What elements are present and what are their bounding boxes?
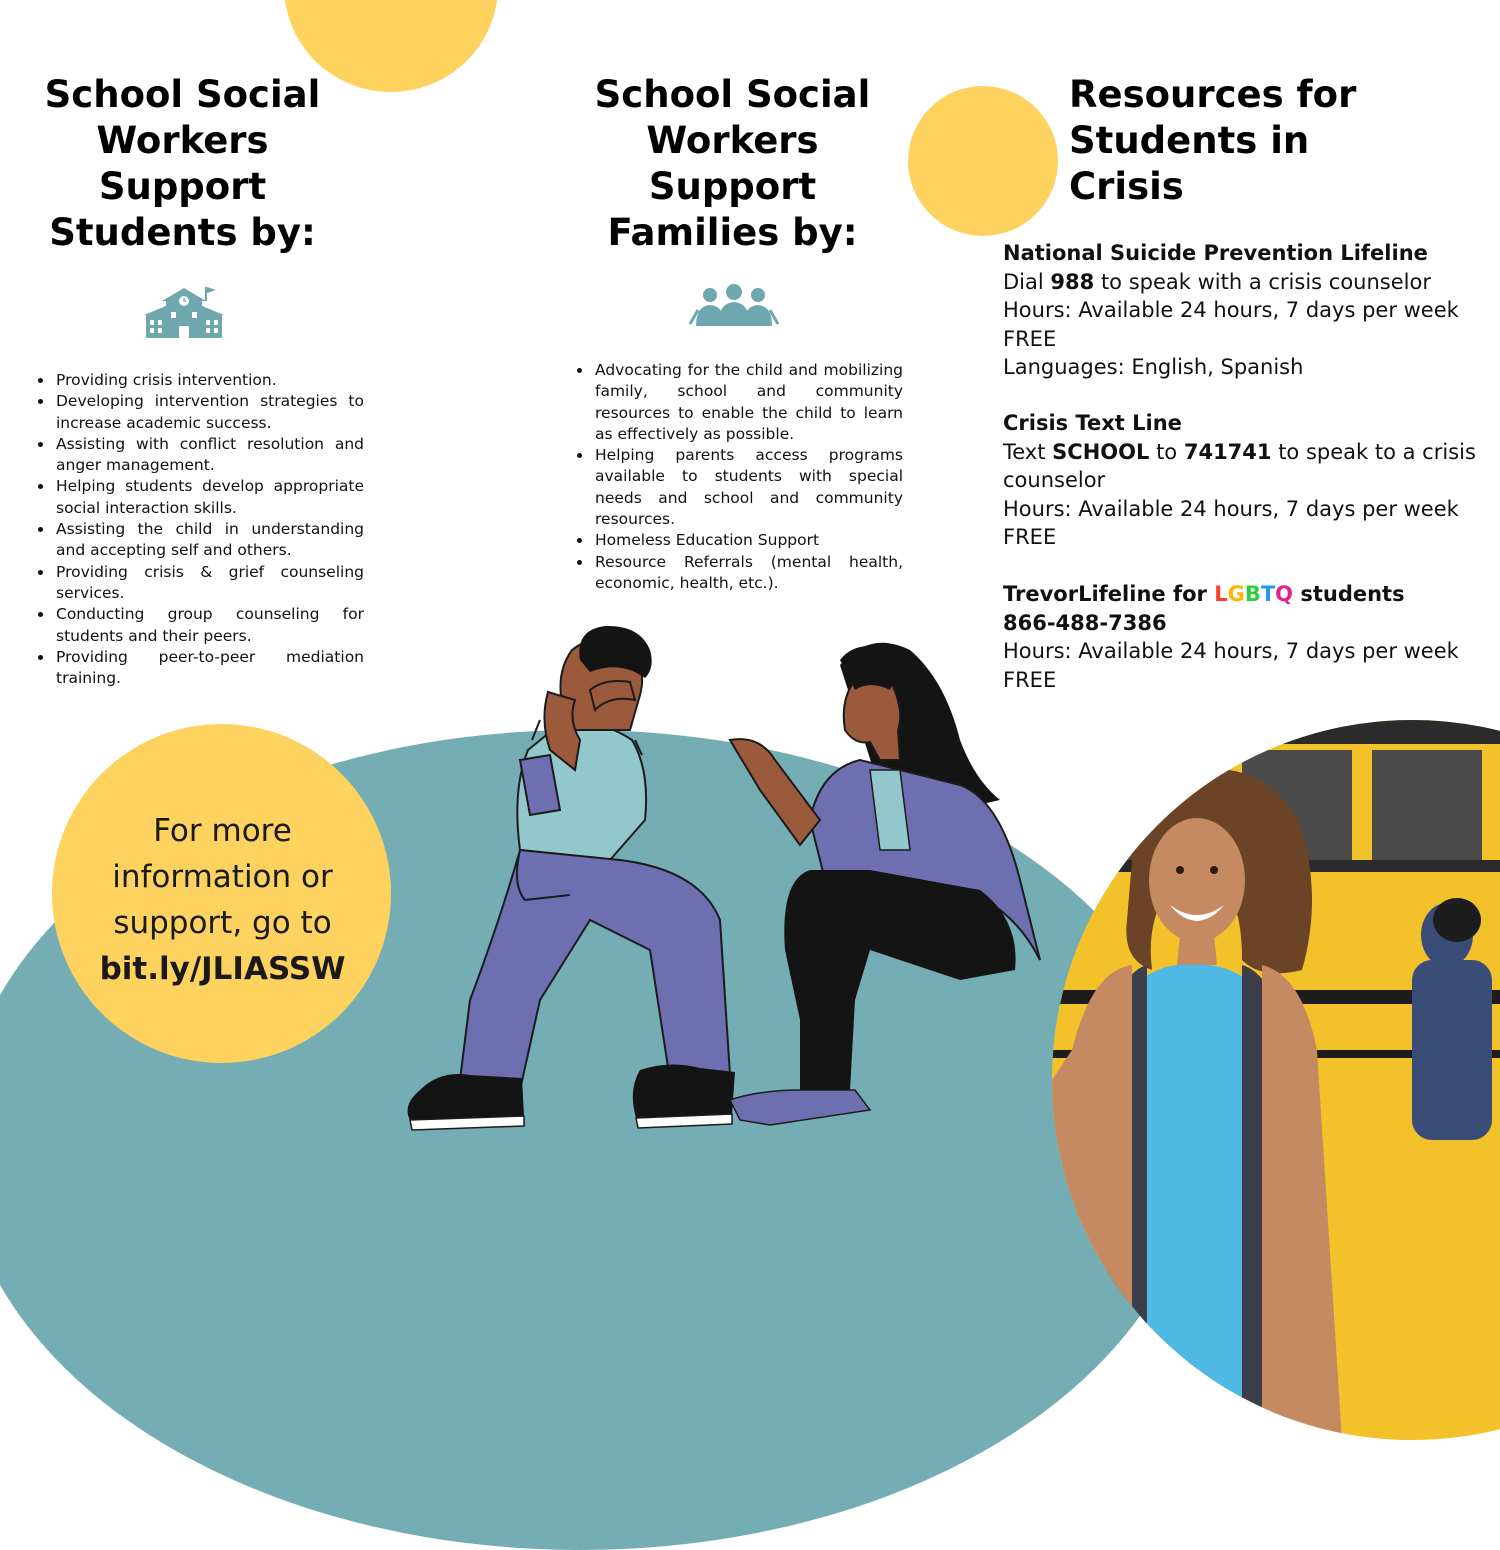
list-item: • Providing crisis & grief counseling services. (54, 562, 364, 605)
list-item: • Providing crisis intervention. (54, 370, 364, 391)
lgbtq-rainbow-text: LGBTQ (1214, 582, 1294, 606)
info-link[interactable]: bit.ly/JLIASSW (99, 951, 346, 987)
list-item: • Conducting group counseling for students and their peers. (54, 604, 364, 647)
students-support-list (32, 370, 364, 689)
info-text: For more information or support, go to bit.ly/JLIASSW (80, 808, 365, 992)
trevor-section (1003, 580, 1478, 694)
list-item: • Assisting the child in understanding and accepting self and others. (54, 519, 364, 562)
students-comforting-illustration (400, 620, 1050, 1140)
list-item: • Helping students develop appropriate social interaction skills. (54, 476, 364, 519)
family-group-icon (688, 284, 780, 326)
lifeline-title: National Suicide Prevention Lifeline (1003, 241, 1428, 265)
textline-hours: Hours: Available 24 hours, 7 days per week (1003, 496, 1459, 521)
list-item: • Assisting with conflict resolution and anger management. (54, 434, 364, 477)
textline-instructions: Text SCHOOL to 741741 to speak to a crisis counselor (1003, 439, 1476, 492)
lifeline-section (1003, 239, 1478, 382)
textline-number: 741741 (1183, 439, 1272, 464)
lifeline-number: 988 (1050, 269, 1095, 294)
students-heading: School Social Workers Support Students by: (44, 73, 321, 254)
families-heading: School Social Workers Support Families by: (594, 73, 871, 254)
lifeline-hours: Hours: Available 24 hours, 7 days per week (1003, 298, 1459, 322)
families-support-list (571, 360, 903, 594)
lifeline-dial: Dial 988 to speak with a crisis counselor (1003, 269, 1431, 294)
list-item: • Advocating for the child and mobilizing family, school and community resources to enable the child to learn as effectively as possible. (593, 360, 903, 445)
trevor-title: TrevorLifeline for LGBTQ students (1003, 582, 1405, 606)
list-item: • Developing intervention strategies to increase academic success. (54, 391, 364, 434)
decorative-circle-right (908, 86, 1058, 236)
lifeline-languages: Languages: English, Spanish (1003, 355, 1304, 379)
list-item: • Resource Referrals (mental health, economic, health, etc.). (593, 552, 903, 595)
school-building-icon (144, 284, 224, 338)
list-item: • Helping parents access programs available to students with special needs and school and community resources. (593, 445, 903, 530)
textline-title: Crisis Text Line (1003, 411, 1182, 435)
trevor-hours: Hours: Available 24 hours, 7 days per week (1003, 639, 1459, 663)
trevor-cost: FREE (1003, 667, 1057, 692)
lifeline-cost: FREE (1003, 326, 1057, 351)
textline-section (1003, 409, 1478, 552)
list-item: • Homeless Education Support (593, 530, 903, 551)
textline-cost: FREE (1003, 525, 1057, 549)
trevor-phone: 866-488-7386 (1003, 610, 1167, 635)
resources-heading: Resources for Students in Crisis (1069, 73, 1357, 208)
list-item: • Providing peer-to-peer mediation training. (54, 647, 364, 690)
